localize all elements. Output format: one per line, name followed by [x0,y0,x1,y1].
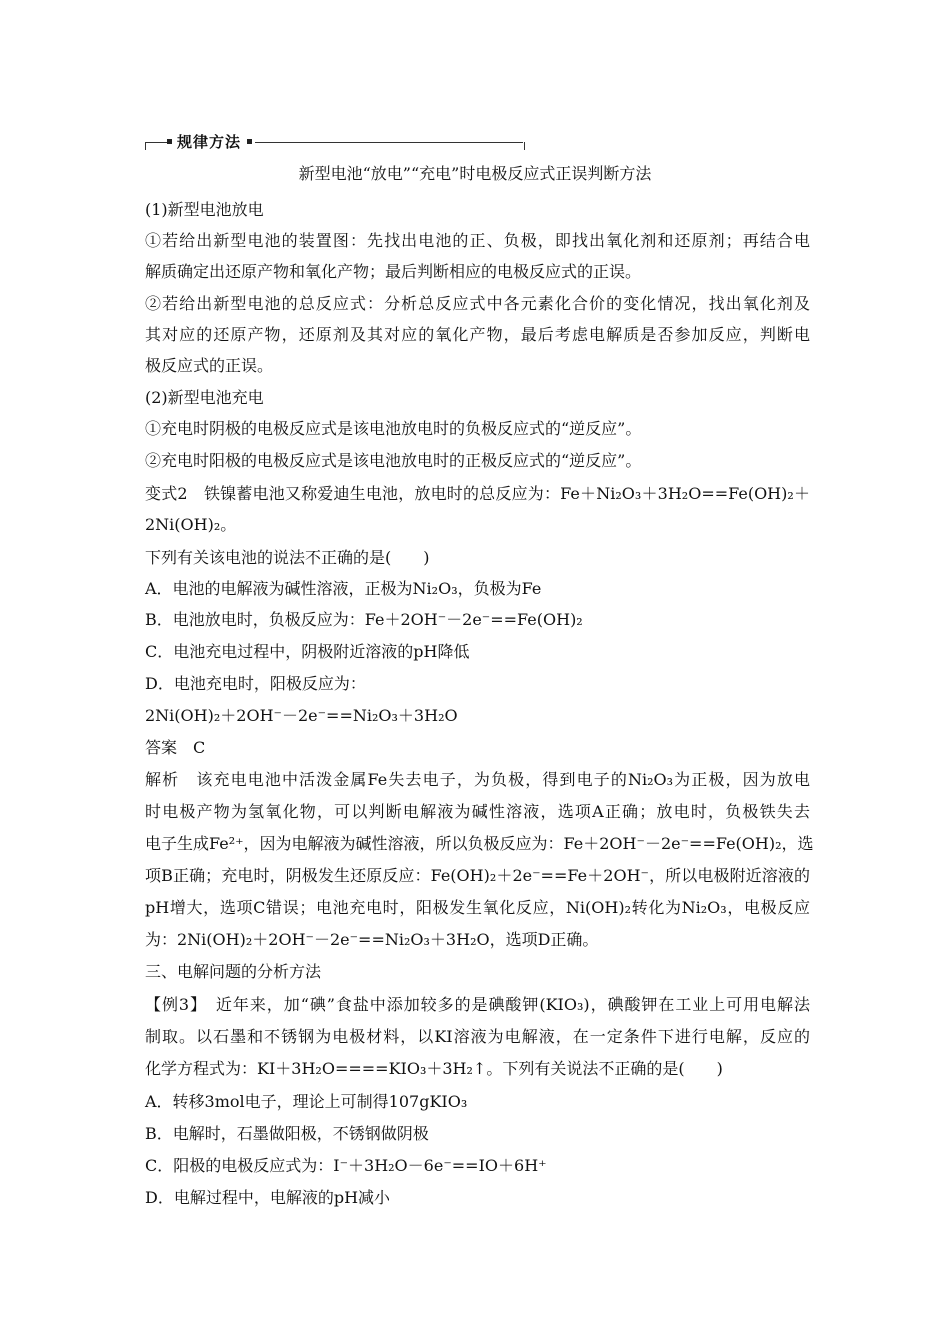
line: ②充电时阳极的电极反应式是该电池放电时的正极反应式的“逆反应”。 [145,451,642,470]
option-d: D．电池充电时，阳极反应为： [145,674,366,693]
option-d: D．电解过程中，电解液的pH减小 [145,1188,391,1207]
banner-rule-right [255,142,523,143]
line: 极反应式的正误。 [145,356,274,375]
method-title: 新型电池“放电”“充电”时电极反应式正误判断方法 [298,164,652,183]
banner-square-icon [167,139,172,144]
line: ①充电时阴极的电极反应式是该电池放电时的负极反应式的“逆反应”。 [145,419,642,438]
line: ①若给出新型电池的装置图：先找出电池的正、负极，即找出氧化剂和还原剂；再结合电 [145,231,810,250]
answer: 答案 C [145,738,206,757]
banner-rule-left [145,142,167,143]
line: (1)新型电池放电 [145,200,264,219]
option-b: B．电解时，石墨做阳极，不锈钢做阴极 [145,1124,429,1143]
option-a: A．转移3mol电子，理论上可制得107gKIO₃ [145,1092,468,1111]
line: 2Ni(OH)₂。 [145,515,237,534]
analysis-line: pH增大，选项C错误；电池充电时，阳极发生氧化反应，Ni(OH)₂转化为Ni₂O₃，电极反应 [145,898,810,917]
line: 2Ni(OH)₂＋2OH⁻－2e⁻==Ni₂O₃＋3H₂O [145,706,458,725]
banner-corner-right [524,142,525,150]
banner-square-icon [247,139,252,144]
option-a: A．电池的电解液为碱性溶液，正极为Ni₂O₃，负极为Fe [145,579,542,598]
line: 解质确定出还原产物和氧化产物；最后判断相应的电极反应式的正误。 [145,262,642,281]
analysis-line: 电子生成Fe²⁺，因为电解液为碱性溶液，所以负极反应为：Fe＋2OH⁻－2e⁻==Fe(OH)₂，选 [145,834,814,853]
line: 下列有关该电池的说法不正确的是( ) [145,548,430,567]
analysis-line: 时电极产物为氢氧化物，可以判断电解液为碱性溶液，选项A正确；放电时，负极铁失去 [145,802,810,821]
section-heading: 三、电解问题的分析方法 [145,962,322,981]
banner-corner-left [145,142,146,150]
analysis-line: 解析 该充电电池中活泼金属Fe失去电子，为负极，得到电子的Ni₂O₃为正极，因为放电 [145,770,810,789]
section-banner [145,130,525,154]
example-line: 制取。以石墨和不锈钢为电极材料，以KI溶液为电解液，在一定条件下进行电解，反应的 [145,1027,810,1046]
line: 变式2 铁镍蓄电池又称爱迪生电池，放电时的总反应为：Fe＋Ni₂O₃＋3H₂O==Fe(OH)₂＋ [145,484,810,503]
option-c: C．阳极的电极反应式为：I⁻＋3H₂O－6e⁻==IO＋6H⁺ [145,1156,547,1175]
line: 其对应的还原产物，还原剂及其对应的氧化产物，最后考虑电解质是否参加反应，判断电 [145,325,810,344]
example-line: 化学方程式为：KI＋3H₂O====KIO₃＋3H₂↑。下列有关说法不正确的是( ) [145,1059,723,1078]
option-b: B．电池放电时，负极反应为：Fe＋2OH⁻－2e⁻==Fe(OH)₂ [145,610,583,629]
example-line: 【例3】 近年来，加“碘”食盐中添加较多的是碘酸钾(KIO₃)，碘酸钾在工业上可用电解法 [145,995,810,1014]
banner-label: 规律方法 [177,133,242,151]
line: (2)新型电池充电 [145,388,264,407]
analysis-line: 为：2Ni(OH)₂＋2OH⁻－2e⁻==Ni₂O₃＋3H₂O，选项D正确。 [145,930,599,949]
analysis-line: 项B正确；充电时，阴极发生还原反应：Fe(OH)₂＋2e⁻==Fe＋2OH⁻，所以电极附近溶液的 [145,866,810,885]
option-c: C．电池充电过程中，阴极附近溶液的pH降低 [145,642,470,661]
line: ②若给出新型电池的总反应式：分析总反应式中各元素化合价的变化情况，找出氧化剂及 [145,294,810,313]
